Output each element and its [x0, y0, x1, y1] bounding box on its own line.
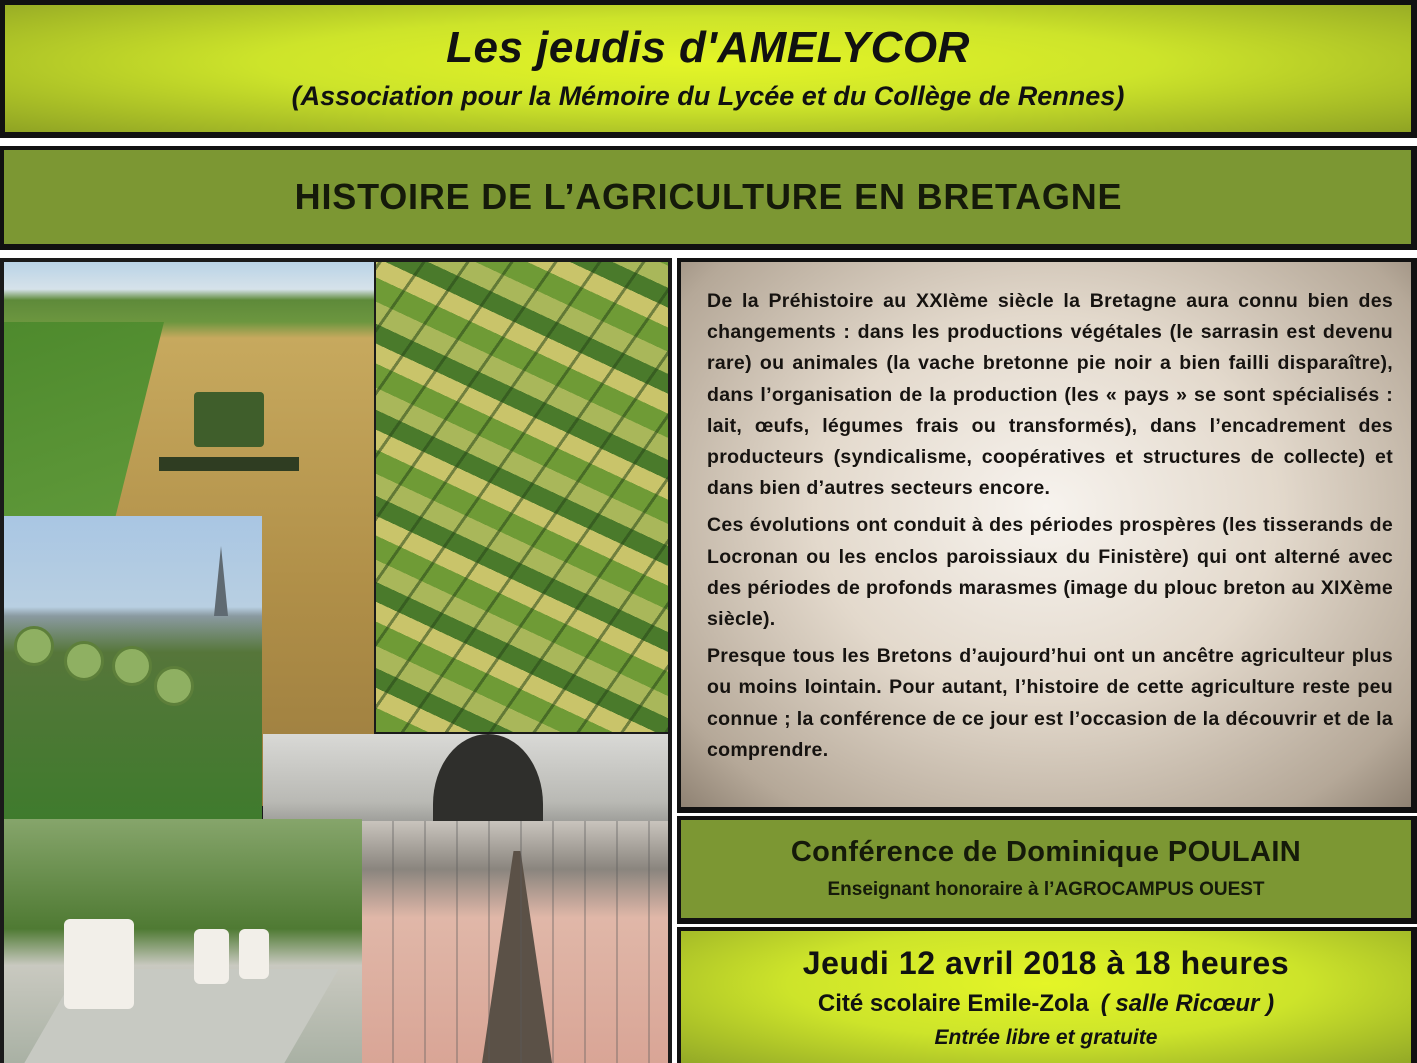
- event-entry: Entrée libre et gratuite: [934, 1026, 1158, 1049]
- event-venue-line: [681, 990, 1411, 1018]
- event-date: Jeudi 12 avril 2018 à 18 heures: [802, 945, 1290, 981]
- cows-road-photo: [4, 819, 362, 1063]
- country-road: [9, 969, 338, 1063]
- page-subtitle: (Association pour la Mémoire du Lycée et du Collège de Rennes): [291, 81, 1125, 111]
- artichoke-bud: [14, 626, 54, 666]
- artichoke-bud: [112, 646, 152, 686]
- artichoke-bud: [154, 666, 194, 706]
- cow: [64, 919, 134, 1009]
- header-panel: [5, 5, 1411, 132]
- event-venue: Cité scolaire Emile-Zola: [817, 990, 1089, 1017]
- cow: [194, 929, 229, 984]
- header-banner: [0, 0, 1417, 138]
- description-panel: [681, 262, 1411, 807]
- combine-harvester: [194, 392, 264, 447]
- photo-collage: [0, 258, 672, 1063]
- harvester-header: [159, 457, 299, 471]
- artichoke-bud: [64, 641, 104, 681]
- conference-theme: HISTOIRE DE L’AGRICULTURE EN BRETAGNE: [294, 176, 1123, 217]
- speaker-box: [677, 816, 1417, 924]
- page-title: Les jeudis d'AMELYCOR: [446, 23, 970, 72]
- theme-banner: [0, 146, 1417, 250]
- description-paragraph: De la Préhistoire au XXIème siècle la Bretagne aura connu bien des changements : dans les productions végétales (le sarrasin est devenu rare) ou animales (la vache bretonne pie noir a bien failli disparaître), dans l’organisation de la production (les « pays » se sont spécialisés : lait, œufs, légumes frais ou transformés), dans l’encadrement des producteurs (syndicalisme, coopératives et structures de collecte) et dans bien d’autres secteurs encore.: [707, 290, 1393, 500]
- cow: [239, 929, 269, 979]
- church-steeple: [214, 546, 228, 616]
- artichoke-field-photo: [4, 516, 262, 819]
- barn-aisle: [482, 851, 552, 1063]
- description-paragraph: Ces évolutions ont conduit à des périodes prospères (les tisserands de Locronan ou les enclos paroissiaux du Finistère) qui ont alterné avec des périodes de profonds marasmes (image du plouc breton au XIXème siècle).: [707, 514, 1393, 631]
- event-panel: [681, 931, 1411, 1063]
- description-box: [677, 258, 1417, 813]
- event-room: ( salle Ricœur ): [1100, 990, 1275, 1017]
- speaker-panel: [681, 820, 1411, 918]
- speaker-title: Enseignant honoraire à l’AGROCAMPUS OUEST: [827, 879, 1265, 900]
- description-paragraph: Presque tous les Bretons d’aujourd’hui ont un ancêtre agriculteur plus ou moins lointain. Pour autant, l’histoire de cette agriculture reste peu connue ; la conférence de ce jour est l’occasion de la découvrir et de la comprendre.: [707, 645, 1393, 761]
- theme-panel: [4, 150, 1411, 244]
- aerial-fields-photo: [376, 262, 668, 732]
- speaker-name: Conférence de Dominique POULAIN: [790, 836, 1302, 868]
- event-box: [677, 927, 1417, 1063]
- pig-barn-photo: [362, 821, 668, 1063]
